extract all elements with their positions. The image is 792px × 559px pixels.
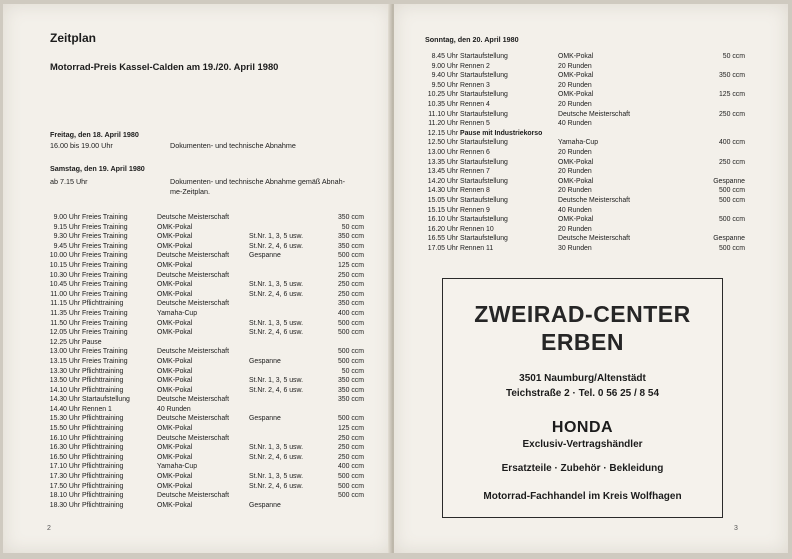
schedule-row <box>50 405 364 415</box>
schedule-time: 11.00 Uhr <box>50 290 80 298</box>
schedule-row <box>50 213 364 223</box>
schedule-time: 17.05 Uhr <box>427 244 458 252</box>
schedule-ccm: 500 ccm <box>718 196 745 204</box>
schedule-event: Startaufstellung <box>460 216 508 224</box>
schedule-time: 16.50 Uhr <box>49 453 80 461</box>
schedule-event: Freies Training <box>82 319 128 327</box>
schedule-ccm: 250 ccm <box>337 271 364 279</box>
schedule-event: Startaufstellung <box>460 235 508 243</box>
schedule-time: 13.45 Uhr <box>427 168 458 176</box>
schedule-time: 14.10 Uhr <box>49 386 80 394</box>
schedule-ccm: 500 ccm <box>337 482 364 490</box>
schedule-event: Freies Training <box>82 309 128 317</box>
schedule-note: St.Nr. 2, 4, 6 usw. <box>249 386 304 394</box>
schedule-time: 9.30 Uhr <box>53 233 80 241</box>
schedule-time: 17.10 Uhr <box>49 463 80 471</box>
schedule-time: 13.50 Uhr <box>49 377 80 385</box>
page-title: Zeitplan <box>50 31 97 45</box>
schedule-class: Deutsche Meisterschaft <box>157 396 229 404</box>
event-subtitle: Motorrad-Preis Kassel-Calden am 19./20. April 1980 <box>50 61 279 72</box>
schedule-ccm: 250 ccm <box>337 434 364 442</box>
schedule-row <box>425 119 745 129</box>
schedule-note: St.Nr. 1, 3, 5 usw. <box>249 233 304 241</box>
schedule-note: St.Nr. 1, 3, 5 usw. <box>249 319 304 327</box>
schedule-class: OMK-Pokal <box>558 177 594 185</box>
schedule-row <box>425 167 745 177</box>
left-page <box>3 4 392 553</box>
schedule-event: Rennen 10 <box>460 225 494 233</box>
schedule-event: Pflichttraining <box>82 377 124 385</box>
schedule-row <box>50 338 364 348</box>
ad-dealer: Exclusiv-Vertragshändler <box>522 439 643 450</box>
schedule-class: OMK-Pokal <box>157 329 193 337</box>
schedule-row <box>50 395 364 405</box>
schedule-time: 16.10 Uhr <box>427 216 458 224</box>
schedule-row <box>425 158 745 168</box>
schedule-time: 10.00 Uhr <box>49 252 80 260</box>
schedule-ccm: 500 ccm <box>337 492 364 500</box>
schedule-time: 16.20 Uhr <box>427 225 458 233</box>
schedule-ccm: 250 ccm <box>337 444 364 452</box>
schedule-class: OMK-Pokal <box>157 501 193 509</box>
schedule-ccm: 125 ccm <box>337 425 364 433</box>
schedule-time: 10.15 Uhr <box>49 261 80 269</box>
schedule-event: Rennen 4 <box>460 100 490 108</box>
schedule-row <box>50 347 364 357</box>
schedule-time: 16.30 Uhr <box>49 444 80 452</box>
schedule-row <box>425 215 745 225</box>
schedule-event: Rennen 9 <box>460 206 490 214</box>
schedule-ccm: 500 ccm <box>337 473 364 481</box>
schedule-row <box>50 223 364 233</box>
schedule-class: Yamaha-Cup <box>157 309 198 317</box>
schedule-class: Deutsche Meisterschaft <box>157 415 229 423</box>
schedule-event: Pflichttraining <box>82 386 124 394</box>
schedule-class: 20 Runden <box>558 62 592 70</box>
schedule-ccm: 50 ccm <box>341 223 364 231</box>
schedule-row <box>50 367 364 377</box>
schedule-row <box>50 472 364 482</box>
schedule-class: Yamaha-Cup <box>558 139 599 147</box>
schedule-event: Pflichttraining <box>82 501 124 509</box>
schedule-event: Rennen 11 <box>460 244 494 252</box>
schedule-time: 9.00 Uhr <box>53 214 80 221</box>
schedule-time: 9.40 Uhr <box>431 72 458 80</box>
schedule-time: 14.40 Uhr <box>49 405 80 413</box>
schedule-time: 14.30 Uhr <box>49 396 80 404</box>
schedule-class: OMK-Pokal <box>558 158 594 166</box>
ad-tagline: Motorrad-Fachhandel im Kreis Wolfhagen <box>483 491 682 502</box>
schedule-time: 15.15 Uhr <box>427 206 458 214</box>
schedule-class: Deutsche Meisterschaft <box>157 271 229 279</box>
schedule-ccm: 400 ccm <box>718 139 745 147</box>
schedule-ccm: 350 ccm <box>337 377 364 385</box>
schedule-ccm: 250 ccm <box>337 453 364 461</box>
schedule-time: 11.15 Uhr <box>50 300 80 308</box>
schedule-ccm: 125 ccm <box>718 91 745 99</box>
schedule-time: 13.15 Uhr <box>49 357 80 365</box>
friday-heading: Freitag, den 18. April 1980 <box>50 130 139 139</box>
schedule-event: Freies Training <box>82 261 128 269</box>
schedule-event: Pflichttraining <box>82 444 124 452</box>
schedule-time: 15.05 Uhr <box>427 196 458 204</box>
schedule-row <box>425 196 745 206</box>
schedule-event: Pflichttraining <box>82 367 124 375</box>
sunday-heading: Sonntag, den 20. April 1980 <box>425 35 519 44</box>
schedule-event: Startaufstellung <box>460 53 508 60</box>
schedule-ccm: 350 ccm <box>337 242 364 250</box>
schedule-ccm: 250 ccm <box>337 290 364 298</box>
schedule-note: St.Nr. 2, 4, 6 usw. <box>249 329 304 337</box>
schedule-event: Freies Training <box>82 271 128 279</box>
saturday-desc-1: Dokumenten- und technische Abnahme gemäß Abnah- <box>170 177 346 186</box>
schedule-class: Deutsche Meisterschaft <box>157 434 229 442</box>
schedule-event: Rennen 8 <box>460 187 490 195</box>
page-number-right: 3 <box>734 525 738 532</box>
schedule-class: 20 Runden <box>558 225 592 233</box>
schedule-note: St.Nr. 2, 4, 6 usw. <box>249 242 304 250</box>
schedule-ccm: 500 ccm <box>337 252 364 260</box>
schedule-time: 17.50 Uhr <box>49 482 80 490</box>
schedule-class: OMK-Pokal <box>157 425 193 433</box>
schedule-class: OMK-Pokal <box>157 281 193 289</box>
schedule-ccm: 350 ccm <box>337 233 364 241</box>
schedule-note: St.Nr. 1, 3, 5 usw. <box>249 444 304 452</box>
schedule-class: 20 Runden <box>558 81 592 89</box>
schedule-event: Pflichttraining <box>82 453 124 461</box>
schedule-class: OMK-Pokal <box>157 242 193 250</box>
ad-company-line1: ZWEIRAD-CENTER <box>474 301 691 327</box>
schedule-time: 10.45 Uhr <box>49 281 80 289</box>
schedule-row <box>425 186 745 196</box>
schedule-event: Freies Training <box>82 233 128 241</box>
schedule-row <box>425 62 745 72</box>
schedule-ccm: 50 ccm <box>341 367 364 375</box>
schedule-time: 11.20 Uhr <box>428 120 458 128</box>
schedule-note: Gespanne <box>249 415 281 423</box>
dealer-advertisement <box>442 278 723 518</box>
schedule-time: 18.10 Uhr <box>49 492 80 500</box>
schedule-event: Pflichttraining <box>82 473 124 481</box>
schedule-row <box>425 138 745 148</box>
schedule-row <box>50 357 364 367</box>
saturday-schedule <box>50 213 364 510</box>
schedule-class: Deutsche Meisterschaft <box>157 348 229 356</box>
schedule-class: 20 Runden <box>558 148 592 156</box>
schedule-ccm: Gespanne <box>713 235 745 243</box>
schedule-row <box>50 328 364 338</box>
schedule-ccm: 125 ccm <box>337 261 364 269</box>
schedule-note: St.Nr. 2, 4, 6 usw. <box>249 482 304 490</box>
saturday-time: ab 7.15 Uhr <box>50 177 88 186</box>
schedule-event: Pflichttraining <box>82 300 124 308</box>
schedule-class: Yamaha-Cup <box>157 463 198 471</box>
schedule-row <box>425 110 745 120</box>
schedule-class: OMK-Pokal <box>157 473 193 481</box>
schedule-event: Pflichttraining <box>82 434 124 442</box>
schedule-time: 12.50 Uhr <box>427 139 458 147</box>
sunday-schedule <box>425 52 745 253</box>
schedule-time: 13.35 Uhr <box>427 158 458 166</box>
schedule-time: 16.10 Uhr <box>49 434 80 442</box>
schedule-event: Startaufstellung <box>460 72 508 80</box>
schedule-event: Startaufstellung <box>460 91 508 99</box>
schedule-event: Freies Training <box>82 348 128 356</box>
schedule-event: Pflichttraining <box>82 492 124 500</box>
schedule-note: St.Nr. 2, 4, 6 usw. <box>249 453 304 461</box>
schedule-time: 8.45 Uhr <box>431 53 458 60</box>
schedule-class: 40 Runden <box>558 120 592 128</box>
schedule-row <box>425 225 745 235</box>
schedule-event: Freies Training <box>82 329 128 337</box>
schedule-class: OMK-Pokal <box>157 367 193 375</box>
schedule-event: Pflichttraining <box>82 415 124 423</box>
schedule-ccm: 500 ccm <box>718 187 745 195</box>
schedule-ccm: 350 ccm <box>337 300 364 308</box>
schedule-note: St.Nr. 1, 3, 5 usw. <box>249 473 304 481</box>
schedule-class: OMK-Pokal <box>157 357 193 365</box>
schedule-event: Startaufstellung <box>460 139 508 147</box>
schedule-row <box>50 290 364 300</box>
schedule-event: Startaufstellung <box>82 396 130 404</box>
schedule-row <box>50 232 364 242</box>
schedule-class: OMK-Pokal <box>157 444 193 452</box>
schedule-class: OMK-Pokal <box>157 319 193 327</box>
schedule-row <box>425 244 745 254</box>
schedule-event: Freies Training <box>82 252 128 260</box>
schedule-event: Rennen 2 <box>460 62 490 70</box>
schedule-event: Rennen 5 <box>460 120 490 128</box>
schedule-class: Deutsche Meisterschaft <box>157 252 229 260</box>
schedule-time: 10.35 Uhr <box>427 100 458 108</box>
schedule-row <box>425 234 745 244</box>
schedule-row <box>50 280 364 290</box>
schedule-row <box>50 271 364 281</box>
schedule-row <box>425 52 745 62</box>
schedule-ccm: 250 ccm <box>337 281 364 289</box>
schedule-event: Startaufstellung <box>460 196 508 204</box>
schedule-ccm: 500 ccm <box>718 244 745 252</box>
schedule-time: 18.30 Uhr <box>49 501 80 509</box>
schedule-ccm: 350 ccm <box>718 72 745 80</box>
schedule-event: Freies Training <box>82 242 128 250</box>
schedule-row <box>50 376 364 386</box>
schedule-class: Deutsche Meisterschaft <box>558 235 630 243</box>
schedule-row <box>425 206 745 216</box>
schedule-row <box>50 453 364 463</box>
ad-phone: Teichstraße 2 · Tel. 0 56 25 / 8 54 <box>505 388 660 399</box>
schedule-time: 14.20 Uhr <box>427 177 458 185</box>
schedule-row <box>50 482 364 492</box>
schedule-event: Startaufstellung <box>460 158 508 166</box>
schedule-event: Startaufstellung <box>460 110 508 118</box>
schedule-time: 11.35 Uhr <box>50 309 80 317</box>
schedule-note: St.Nr. 1, 3, 5 usw. <box>249 377 304 385</box>
schedule-class: OMK-Pokal <box>157 386 193 394</box>
schedule-class: OMK-Pokal <box>558 72 594 80</box>
schedule-class: Deutsche Meisterschaft <box>558 196 630 204</box>
schedule-time: 17.30 Uhr <box>49 473 80 481</box>
schedule-time: 16.55 Uhr <box>427 235 458 243</box>
schedule-class: 30 Runden <box>558 244 592 252</box>
schedule-ccm: 250 ccm <box>718 158 745 166</box>
schedule-row <box>425 90 745 100</box>
schedule-time: 12.25 Uhr <box>49 338 80 346</box>
schedule-row <box>50 462 364 472</box>
schedule-ccm: 500 ccm <box>337 357 364 365</box>
schedule-row <box>50 443 364 453</box>
schedule-time: 13.00 Uhr <box>49 348 80 356</box>
friday-desc: Dokumenten- und technische Abnahme <box>170 141 296 150</box>
saturday-desc-2: me-Zeitplan. <box>170 187 210 196</box>
schedule-class: 20 Runden <box>558 168 592 176</box>
schedule-time: 9.50 Uhr <box>431 81 458 89</box>
schedule-time: 11.50 Uhr <box>50 319 80 327</box>
schedule-event: Pflichttraining <box>82 425 124 433</box>
schedule-note: St.Nr. 1, 3, 5 usw. <box>249 281 304 289</box>
schedule-time: 13.30 Uhr <box>49 367 80 375</box>
schedule-row <box>50 386 364 396</box>
schedule-event: Pause <box>82 338 102 346</box>
schedule-time: 14.30 Uhr <box>427 187 458 195</box>
schedule-row <box>50 414 364 424</box>
schedule-row <box>50 261 364 271</box>
ad-address: 3501 Naumburg/Altenstädt <box>519 373 646 384</box>
schedule-class: Deutsche Meisterschaft <box>157 300 229 308</box>
schedule-event: Rennen 7 <box>460 168 490 176</box>
schedule-class: Deutsche Meisterschaft <box>157 492 229 500</box>
schedule-class: OMK-Pokal <box>157 261 193 269</box>
schedule-row <box>425 81 745 91</box>
schedule-class: OMK-Pokal <box>157 233 193 241</box>
schedule-ccm: 500 ccm <box>337 329 364 337</box>
schedule-event: Rennen 1 <box>82 405 112 413</box>
schedule-note: Gespanne <box>249 252 281 260</box>
schedule-class: Deutsche Meisterschaft <box>558 110 630 118</box>
schedule-class: 40 Runden <box>558 206 592 214</box>
schedule-event: Freies Training <box>82 281 128 289</box>
schedule-ccm: 500 ccm <box>718 216 745 224</box>
schedule-class: OMK-Pokal <box>558 91 594 99</box>
schedule-class: OMK-Pokal <box>157 482 193 490</box>
schedule-ccm: 50 ccm <box>722 53 745 60</box>
ad-products: Ersatzteile · Zubehör · Bekleidung <box>501 463 664 474</box>
schedule-time: 12.15 Uhr <box>427 129 458 137</box>
schedule-class: OMK-Pokal <box>558 216 594 224</box>
schedule-time: 12.05 Uhr <box>49 329 80 337</box>
schedule-time: 15.30 Uhr <box>49 415 80 423</box>
schedule-ccm: 400 ccm <box>337 309 364 317</box>
schedule-event: Rennen 3 <box>460 81 490 89</box>
schedule-ccm: 500 ccm <box>337 348 364 356</box>
schedule-event: Rennen 6 <box>460 148 490 156</box>
schedule-row <box>425 177 745 187</box>
schedule-time: 9.00 Uhr <box>431 62 458 70</box>
schedule-row <box>425 71 745 81</box>
schedule-ccm: 400 ccm <box>337 463 364 471</box>
saturday-heading: Samstag, den 19. April 1980 <box>50 164 145 173</box>
schedule-event: Freies Training <box>82 357 128 365</box>
schedule-event: Pflichttraining <box>82 482 124 490</box>
schedule-row <box>50 251 364 261</box>
schedule-note: Gespanne <box>249 357 281 365</box>
schedule-event: Freies Training <box>82 223 128 231</box>
schedule-row <box>425 100 745 110</box>
schedule-class: Deutsche Meisterschaft <box>157 214 229 221</box>
schedule-class: OMK-Pokal <box>157 223 193 231</box>
schedule-note: St.Nr. 2, 4, 6 usw. <box>249 290 304 298</box>
schedule-row <box>425 148 745 158</box>
schedule-ccm: Gespanne <box>713 177 745 185</box>
schedule-class: 20 Runden <box>558 187 592 195</box>
schedule-class: OMK-Pokal <box>157 377 193 385</box>
ad-brand: HONDA <box>551 419 614 436</box>
ad-company-line2: ERBEN <box>540 329 624 355</box>
schedule-row <box>50 309 364 319</box>
schedule-class: OMK-Pokal <box>157 290 193 298</box>
schedule-row <box>50 242 364 252</box>
schedule-row <box>50 501 364 511</box>
schedule-ccm: 500 ccm <box>337 319 364 327</box>
schedule-event: Startaufstellung <box>460 177 508 185</box>
schedule-class: OMK-Pokal <box>157 453 193 461</box>
schedule-time: 11.10 Uhr <box>428 110 458 118</box>
schedule-row <box>50 424 364 434</box>
schedule-ccm: 350 ccm <box>337 396 364 404</box>
friday-time: 16.00 bis 19.00 Uhr <box>50 141 113 150</box>
page-number-left: 2 <box>47 525 51 532</box>
schedule-row <box>50 299 364 309</box>
schedule-class: OMK-Pokal <box>558 53 594 60</box>
schedule-time: 9.15 Uhr <box>53 223 80 231</box>
schedule-row <box>50 319 364 329</box>
schedule-ccm: 250 ccm <box>718 110 745 118</box>
schedule-event: Pause mit Industriekorso <box>460 129 543 137</box>
schedule-ccm: 350 ccm <box>337 386 364 394</box>
schedule-class: 20 Runden <box>558 100 592 108</box>
schedule-time: 10.30 Uhr <box>49 271 80 279</box>
right-page <box>394 4 788 553</box>
schedule-ccm: 350 ccm <box>337 214 364 221</box>
schedule-row <box>50 491 364 501</box>
schedule-note: Gespanne <box>249 501 281 509</box>
schedule-time: 13.00 Uhr <box>427 148 458 156</box>
schedule-event: Pflichttraining <box>82 463 124 471</box>
schedule-row <box>50 434 364 444</box>
schedule-ccm: 500 ccm <box>337 415 364 423</box>
schedule-event: Freies Training <box>82 214 128 221</box>
schedule-time: 15.50 Uhr <box>49 425 80 433</box>
schedule-event: Freies Training <box>82 290 128 298</box>
schedule-time: 9.45 Uhr <box>53 242 80 250</box>
schedule-time: 10.25 Uhr <box>427 91 458 99</box>
schedule-class: 40 Runden <box>157 405 191 413</box>
schedule-row <box>425 129 745 139</box>
